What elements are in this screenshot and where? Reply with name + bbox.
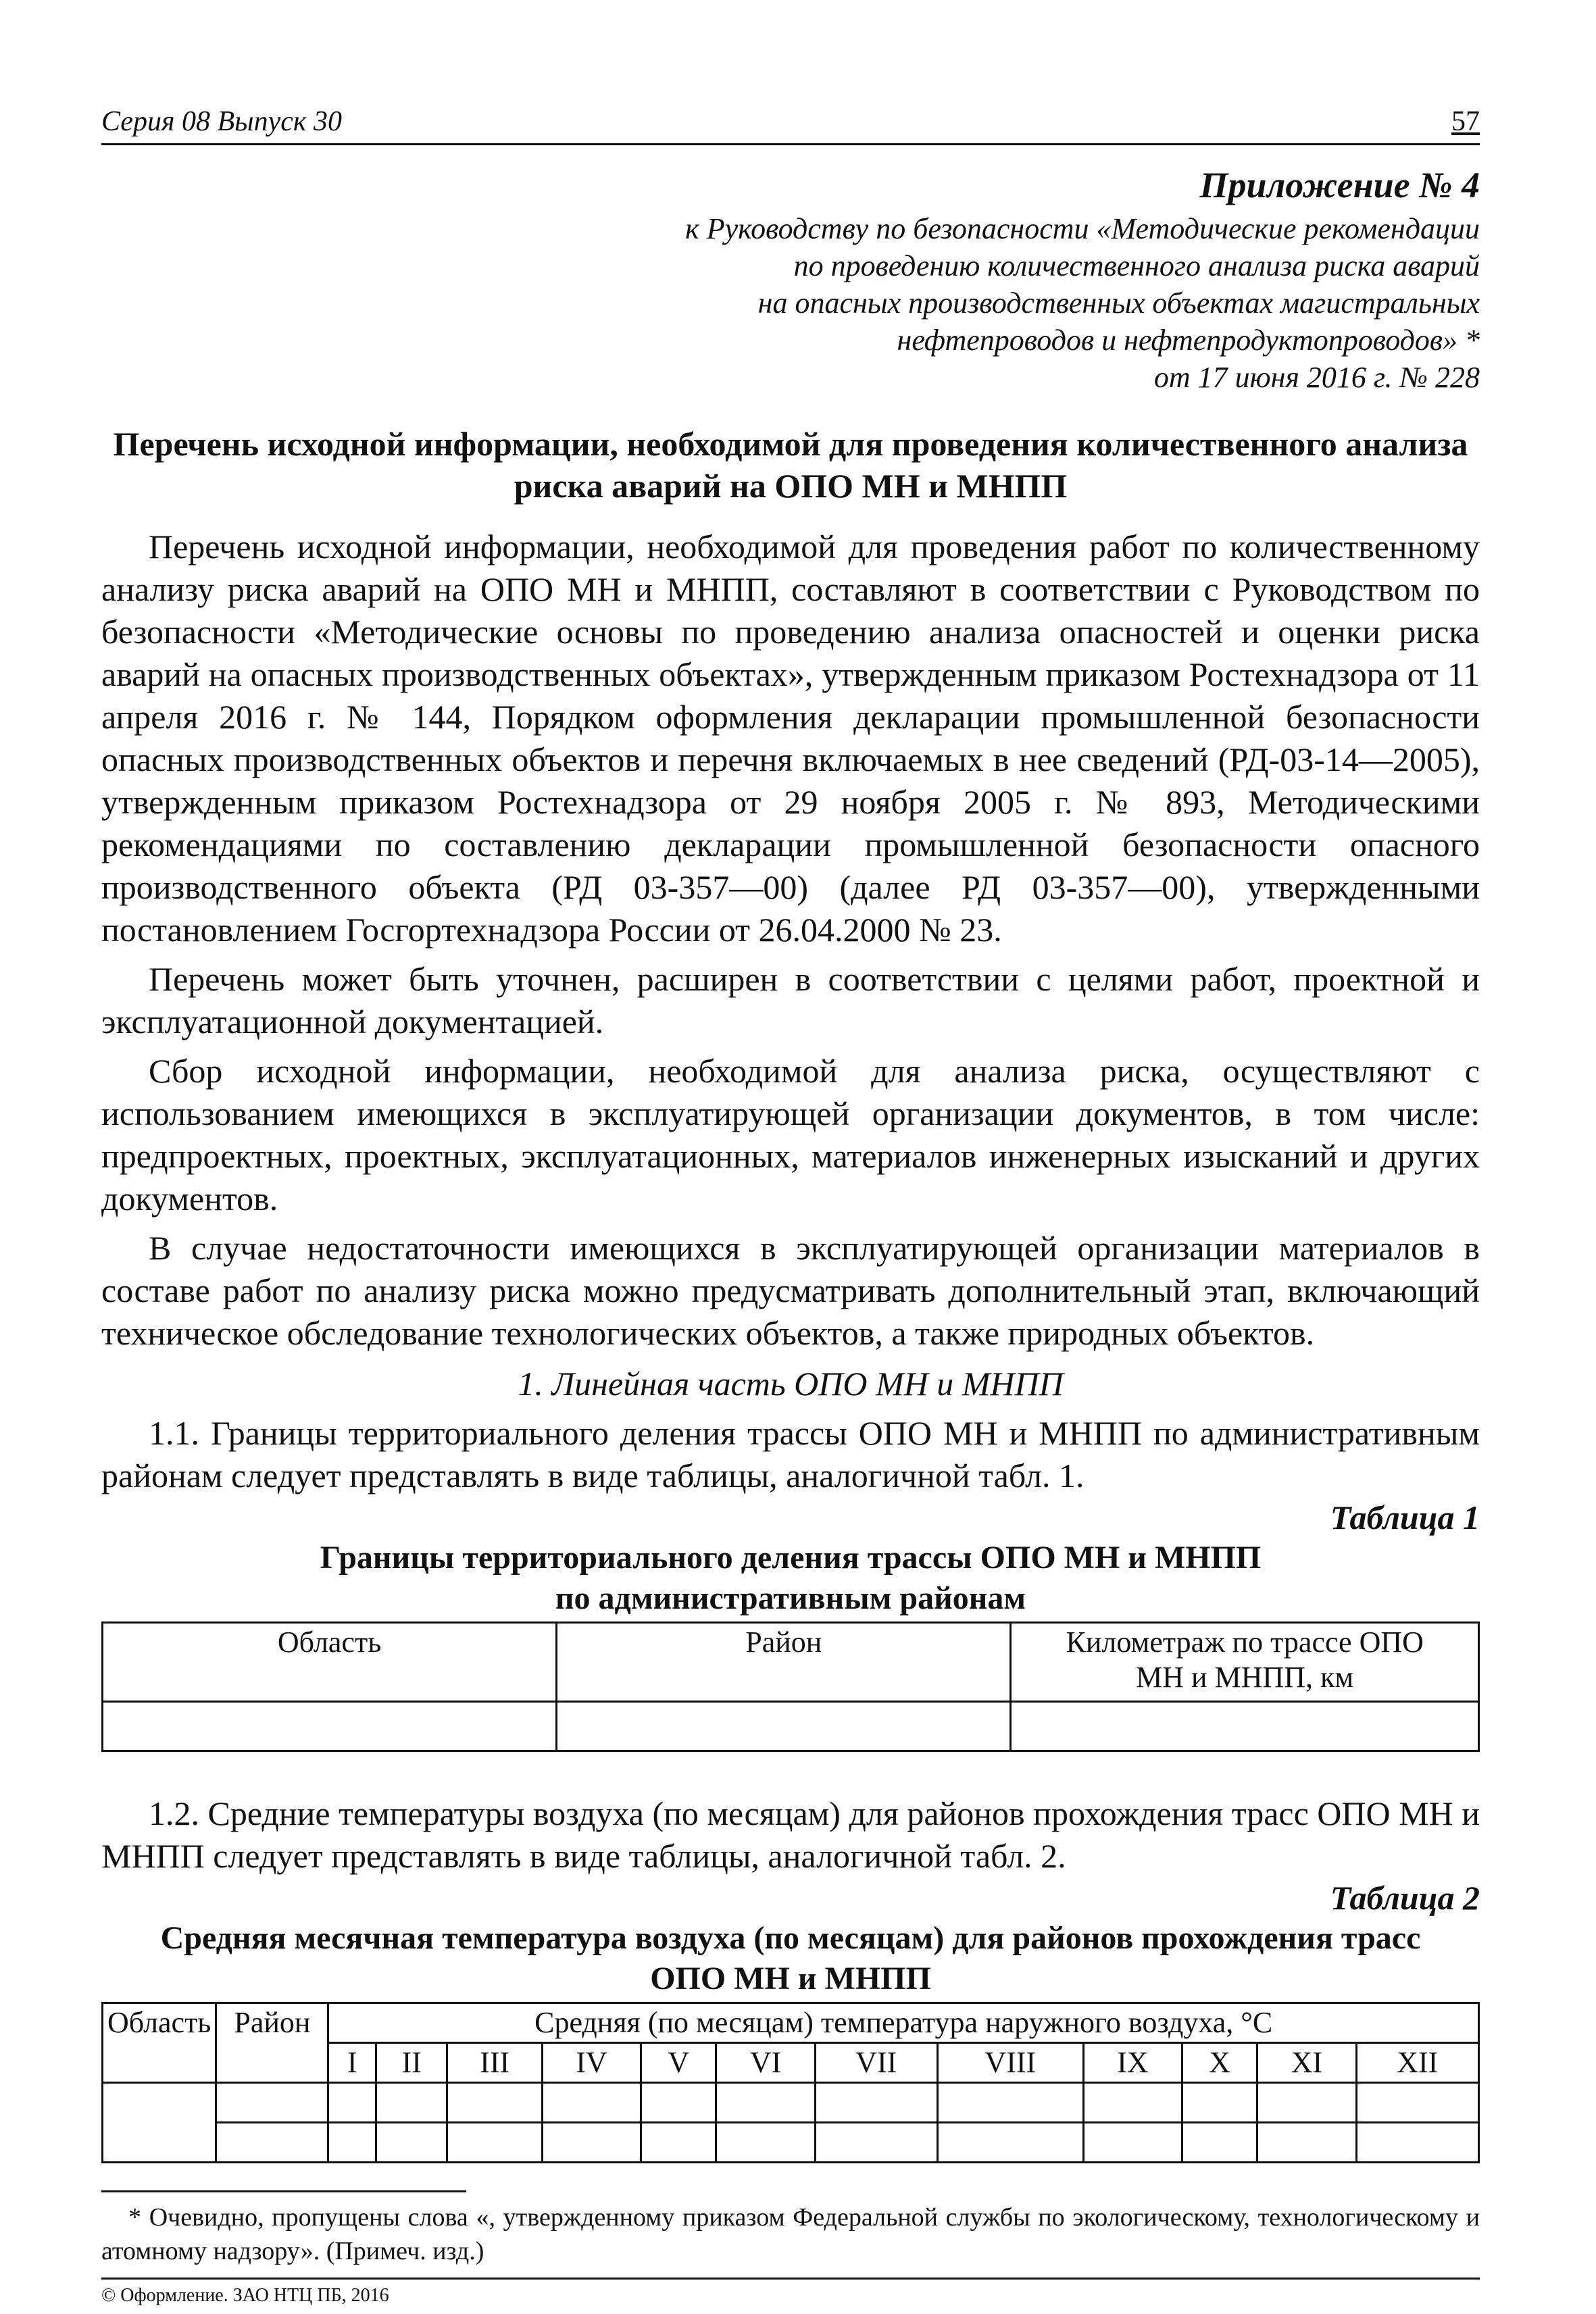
- month-header: X: [1182, 2043, 1257, 2083]
- table-header-cell: Область: [103, 2003, 216, 2083]
- month-header: VI: [716, 2043, 815, 2083]
- table-header-cell: [1011, 1623, 1479, 1702]
- month-header: VIII: [937, 2043, 1083, 2083]
- table-header-cell: Область: [103, 1623, 557, 1702]
- table-header-cell: Район: [216, 2003, 328, 2083]
- table-cell: [937, 2123, 1083, 2163]
- month-header: V: [641, 2043, 716, 2083]
- table-cell: [557, 1702, 1011, 1751]
- table-cell: [447, 2123, 542, 2163]
- month-header: III: [447, 2043, 542, 2083]
- table-row: [103, 1702, 1479, 1751]
- appendix-block: [101, 163, 1480, 396]
- table-row: [103, 2123, 1479, 2163]
- table-cell: [1011, 1702, 1479, 1751]
- table-2-title-line: Средняя месячная температура воздуха (по месяцам) для районов прохождения трасс: [160, 1920, 1421, 1956]
- month-header: XII: [1356, 2043, 1478, 2083]
- main-title-line: Перечень исходной информации, необходимой для проведения количественного анализа: [113, 425, 1468, 463]
- table-cell: [641, 2123, 716, 2163]
- table-2-title-line: ОПО МН и МНПП: [650, 1961, 931, 1996]
- section-title: 1. Линейная часть ОПО МН и МНПП: [518, 1365, 1064, 1403]
- document-page: [101, 101, 1480, 2307]
- table-cell: [937, 2083, 1083, 2123]
- table-cell: [376, 2123, 447, 2163]
- body-paragraph: Перечень может быть уточнен, расширен в соответствии с целями работ, проектной и эксплуатационной документацией.: [101, 960, 1480, 1040]
- table-1-title: [101, 1538, 1480, 1619]
- page-number: 57: [1451, 106, 1480, 137]
- appendix-line: от 17 июня 2016 г. № 228: [1153, 361, 1480, 394]
- month-header: XI: [1257, 2043, 1356, 2083]
- body-paragraph: Сбор исходной информации, необходимой для анализа риска, осуществляют с использованием имеющихся в эксплуатирующей организации документов, в том числе: предпроектных, проектных, эксплуатационных, материалов инженерных изысканий и других документов.: [101, 1052, 1480, 1217]
- appendix-title: Приложение № 4: [1199, 165, 1480, 205]
- table-cell: [328, 2123, 376, 2163]
- table-cell: [1356, 2083, 1478, 2123]
- appendix-line: на опасных производственных объектах магистральных: [757, 286, 1480, 320]
- table-cell: [716, 2123, 815, 2163]
- appendix-line: по проведению количественного анализа риска аварий: [793, 249, 1480, 282]
- body-paragraph: В случае недостаточности имеющихся в эксплуатирующей организации материалов в составе работ по анализу риска можно предусматривать дополнительный этап, включающий техническое обследование технологических объектов, а также природных объектов.: [101, 1229, 1480, 1352]
- running-header: [101, 101, 1480, 145]
- table-1-title-line: Границы территориального деления трассы ОПО МН и МНПП: [320, 1540, 1262, 1576]
- table-cell: [328, 2083, 376, 2123]
- appendix-line: к Руководству по безопасности «Методические рекомендации: [685, 212, 1480, 245]
- series-label: Серия 08 Выпуск 30: [101, 106, 342, 137]
- table-1-title-line: по административным районам: [555, 1580, 1026, 1616]
- table-cell: [815, 2083, 937, 2123]
- table-2: [101, 2002, 1480, 2163]
- body-paragraph: 1.1. Границы территориального деления трассы ОПО МН и МНПП по административным районам следует представлять в виде таблицы, аналогичной табл. 1.: [101, 1414, 1480, 1494]
- table-1: [101, 1621, 1480, 1752]
- table-row: [103, 2003, 1479, 2043]
- month-header: VII: [815, 2043, 937, 2083]
- table-cell: [103, 2083, 216, 2163]
- table-2-title: [101, 1918, 1480, 1999]
- table-cell: [447, 2083, 542, 2123]
- table-cell: [1257, 2083, 1356, 2123]
- table-cell: [542, 2123, 641, 2163]
- table-cell: [1182, 2123, 1257, 2163]
- footnote: * Очевидно, пропущены слова «, утвержденному приказом Федеральной службы по экологическому, технологическому и атомному надзору». (Примеч. изд.): [101, 2203, 1480, 2265]
- month-header: I: [328, 2043, 376, 2083]
- table-cell: [216, 2123, 328, 2163]
- main-title-line: риска аварий на ОПО МН и МНПП: [514, 467, 1068, 505]
- table-cell: [1182, 2083, 1257, 2123]
- table-2-label: Таблица 2: [1330, 1879, 1480, 1917]
- table-cell: [542, 2083, 641, 2123]
- footnote-divider: [101, 2190, 466, 2192]
- table-cell: [815, 2123, 937, 2163]
- table-cell: [1083, 2083, 1182, 2123]
- appendix-line: нефтепроводов и нефтепродуктопроводов» *: [897, 324, 1480, 357]
- month-header: II: [376, 2043, 447, 2083]
- bottom-divider: [101, 2278, 1480, 2280]
- table-cell: [103, 1702, 557, 1751]
- main-title: [101, 423, 1480, 507]
- month-header: IX: [1083, 2043, 1182, 2083]
- table-cell: [216, 2083, 328, 2123]
- table-header-cell: Средняя (по месяцам) температура наружного воздуха, °С: [328, 2003, 1479, 2043]
- table-header-cell: Район: [557, 1623, 1011, 1702]
- month-header: IV: [542, 2043, 641, 2083]
- table-cell: [716, 2083, 815, 2123]
- body-paragraph: Перечень исходной информации, необходимой для проведения работ по количественному анализу риска аварий на ОПО МН и МНПП, составляют в соответствии с Руководством по безопасности «Методические основы по проведению анализа опасностей и оценки риска аварий на опасных производственных объектах», утвержденным приказом Ростехнадзора от 11 апреля 2016 г. № 144, Порядком оформления декларации промышленной безопасности опасных производственных объектов и перечня включаемых в нее сведений (РД-03-14—2005), утвержденным приказом Ростехнадзора от 29 ноября 2005 г. № 893, Методическими рекомендациями по составлению декларации промышленной безопасности опасного производственного объекта (РД 03-357—00) (далее РД 03-357—00), утвержденными постановлением Госгортехнадзора России от 26.04.2000 № 23.: [101, 528, 1480, 949]
- table-row: [103, 1623, 1479, 1702]
- table-row: [103, 2083, 1479, 2123]
- table-header-text: Километраж по трассе ОПО МН и МНПП, км: [1066, 1626, 1424, 1694]
- table-cell: [376, 2083, 447, 2123]
- table-cell: [641, 2083, 716, 2123]
- table-cell: [1257, 2123, 1356, 2163]
- copyright: © Оформление. ЗАО НТЦ ПБ, 2016: [101, 2285, 389, 2306]
- table-cell: [1083, 2123, 1182, 2163]
- table-cell: [1356, 2123, 1478, 2163]
- body-paragraph: 1.2. Средние температуры воздуха (по месяцам) для районов прохождения трасс ОПО МН и МНПП следует представлять в виде таблицы, аналогичной табл. 2.: [101, 1794, 1480, 1875]
- table-1-label: Таблица 1: [1330, 1499, 1480, 1536]
